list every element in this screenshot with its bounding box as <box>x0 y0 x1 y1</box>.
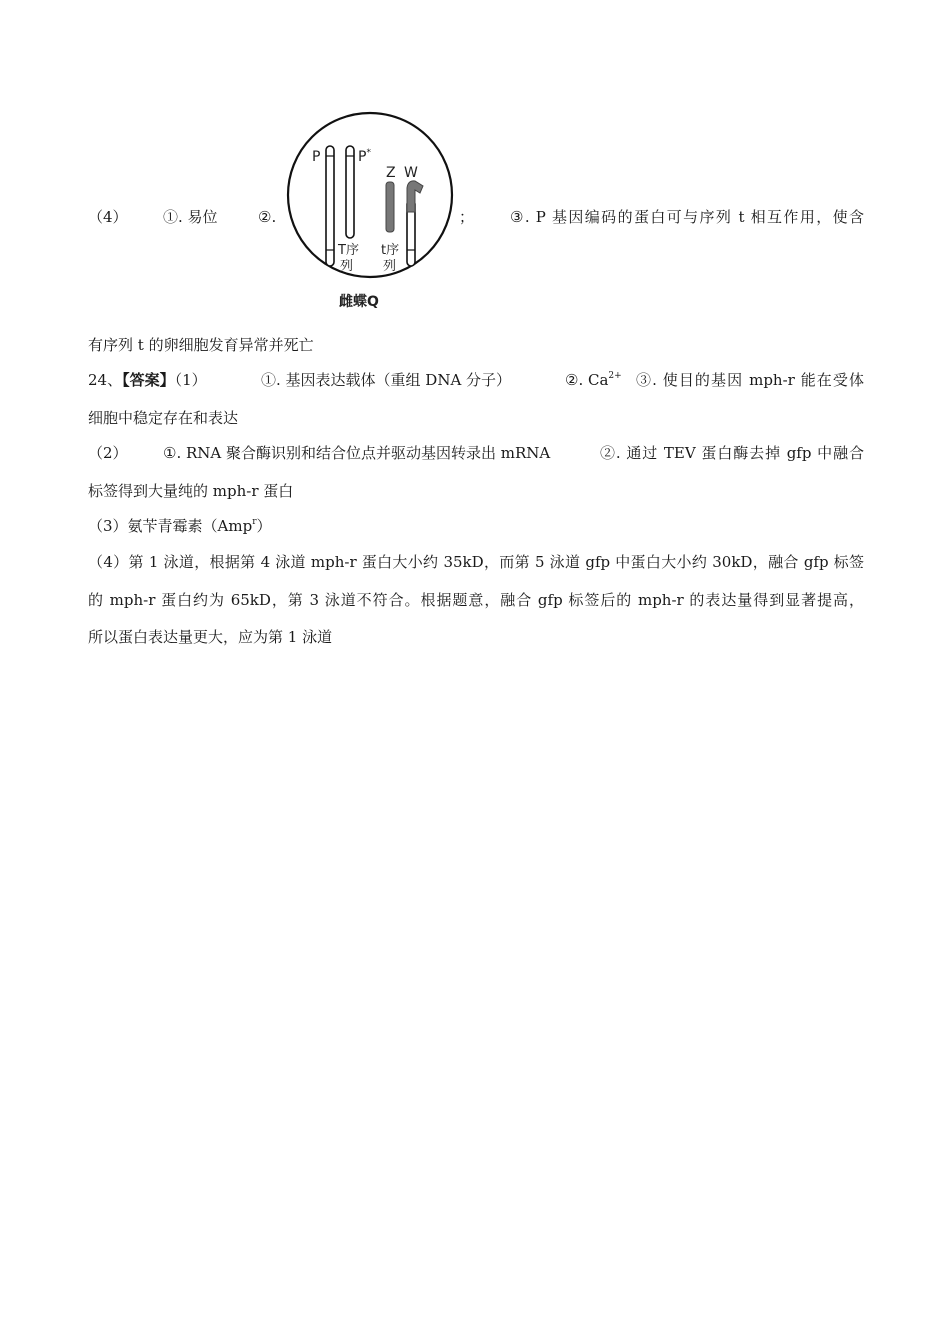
q24-part4-line1: （4）第 1 泳道，根据第 4 泳道 mph-r 蛋白大小约 35kD，而第 5 泳道 gfp 中蛋白大小约 30kD，融合 gfp 标签 <box>88 553 864 571</box>
chromosome-z <box>386 182 394 232</box>
q24-part2-line1 <box>88 443 864 463</box>
q24-part2-item1: ①. RNA 聚合酶识别和结合位点并驱动基因转录出 mRNA <box>163 444 551 462</box>
q23-part4-separator: ； <box>459 208 475 226</box>
chromosome-diagram <box>283 116 457 312</box>
q24-part2-continuation: 标签得到大量纯的 mph-r 蛋白 <box>88 482 294 500</box>
diagram-caption: 雌蝶Q <box>339 294 379 310</box>
label-p-star: P* <box>358 148 371 165</box>
q24-part1-continuation: 细胞中稳定存在和表达 <box>88 409 239 427</box>
label-small-t-sequence-bottom: 列 <box>383 259 397 274</box>
label-w: W <box>404 165 418 181</box>
label-t-sequence-top: T序 <box>338 243 359 258</box>
q24-part1-line1 <box>88 370 864 390</box>
chromosome-w-translocated-segment <box>407 181 423 212</box>
q23-part4-number: （4） <box>88 208 128 226</box>
q23-part4-item3: ③. P 基因编码的蛋白可与序列 t 相互作用，使含 <box>510 208 864 226</box>
label-t-sequence-bottom: 列 <box>340 259 354 274</box>
q23-part4-continuation: 有序列 t 的卵细胞发育异常并死亡 <box>88 336 314 354</box>
label-z: Z <box>386 165 396 181</box>
q24-answer-tag: 【答案】 <box>122 371 175 389</box>
q24-part1-number: （1） <box>174 371 207 389</box>
q24-part4-line2: 的 mph-r 蛋白约为 65kD，第 3 泳道不符合。根据题意，融合 gfp 标签后的 mph-r 的表达量得到显著提高， <box>88 591 864 609</box>
q24-part3: （3）氨苄青霉素（Amp$^r$） <box>88 517 272 535</box>
q23-part4-item2-prefix: ②. <box>258 208 277 226</box>
q24-number: 24、 <box>88 371 123 389</box>
q24-part2-item2: ②. 通过 TEV 蛋白酶去掉 gfp 中融合 <box>600 444 864 462</box>
q23-part4-item1: ①. 易位 <box>163 208 218 226</box>
label-small-t-sequence-top: t序 <box>381 243 400 258</box>
q24-part1-item3: ③. 使目的基因 mph-r 能在受体 <box>636 371 864 389</box>
label-p: P <box>312 149 321 165</box>
q24-part1-item2: ②. $Ca^{2+}$ <box>565 371 622 389</box>
q24-part4-line3: 所以蛋白表达量更大，应为第 1 泳道 <box>88 628 333 646</box>
chromosome-p-star <box>346 146 354 238</box>
q24-part1-item1: ①. 基因表达载体（重组 DNA 分子） <box>261 371 512 389</box>
chromosome-p <box>326 146 334 266</box>
cell-outline <box>288 113 452 277</box>
q24-part2-number: （2） <box>88 444 128 462</box>
